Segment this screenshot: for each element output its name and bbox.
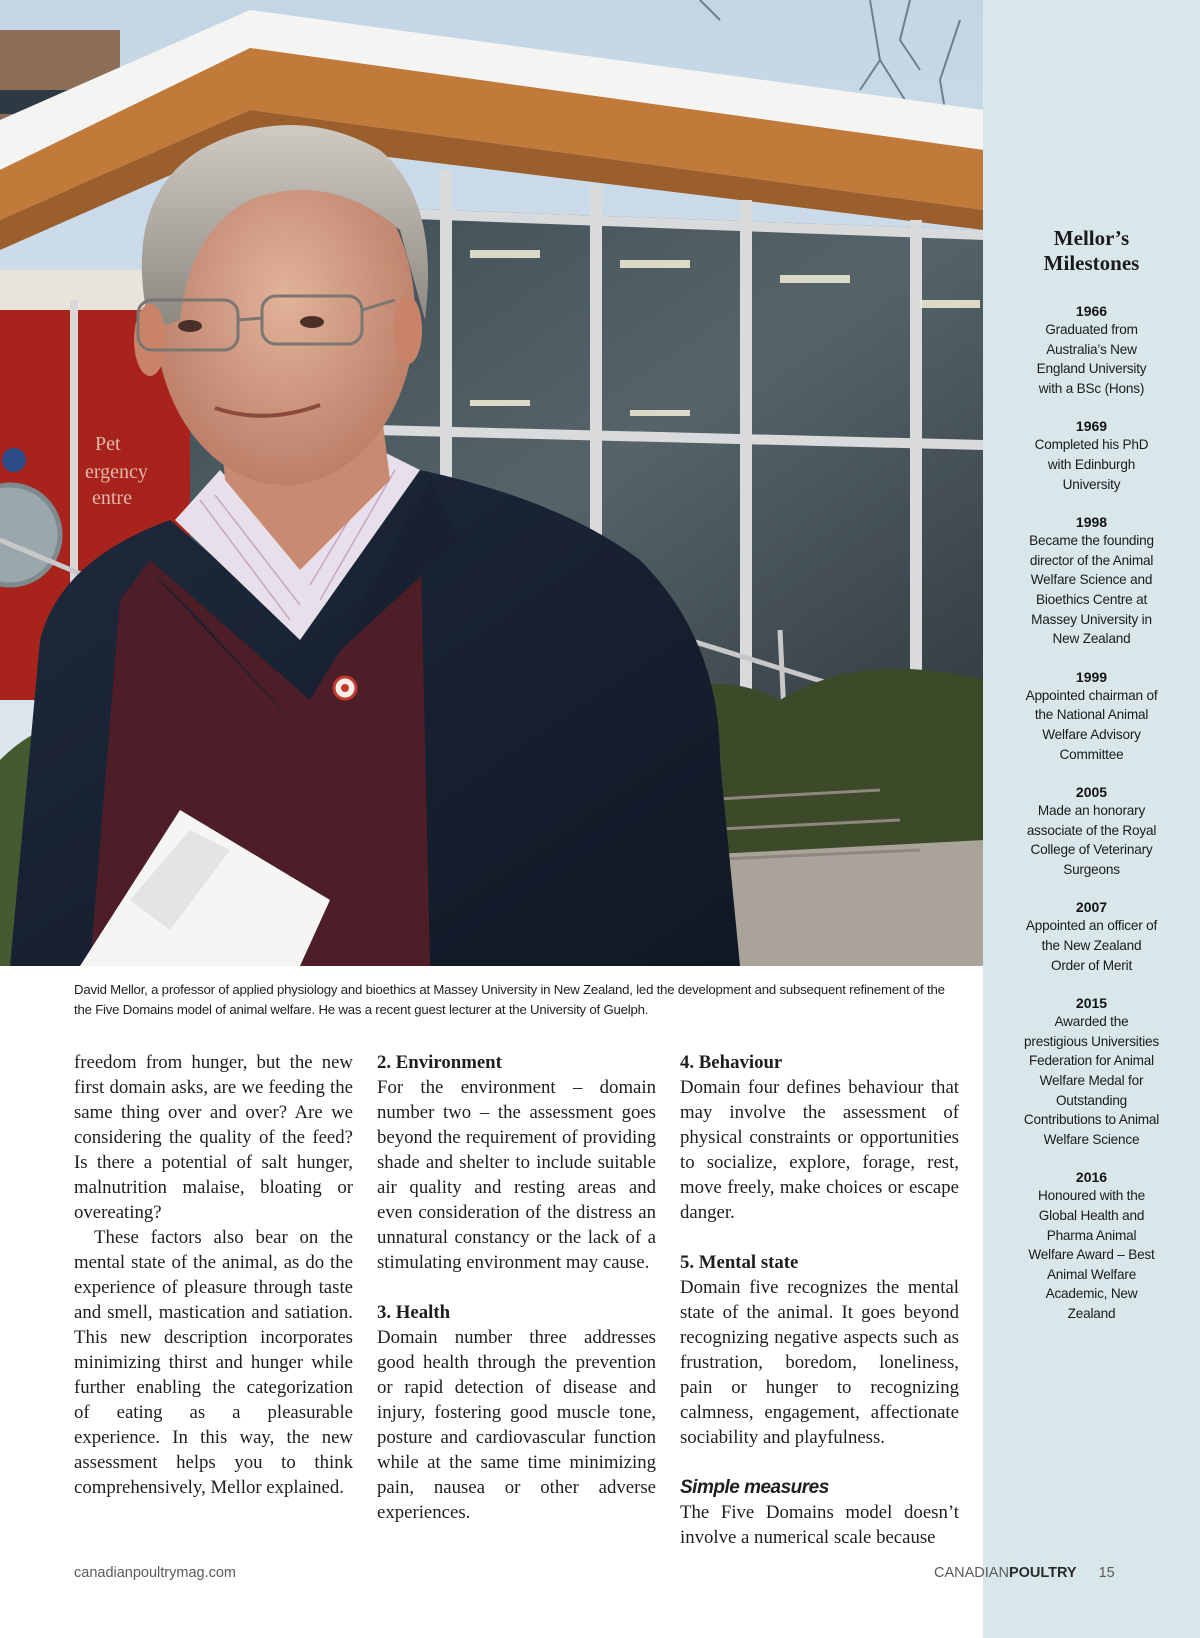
milestone-item [983,994,1200,1149]
milestone-year: 1999 [1075,668,1108,685]
milestone-year: 2005 [1075,784,1108,801]
milestone-list [983,302,1200,1343]
sign-text-3: entre [92,487,132,509]
milestone-item [983,302,1200,398]
milestone-text: Awarded the prestigious Universities Federation for Animal Welfare Medal for Outstanding Contributions to Animal Welfare Science [1023,1014,1160,1147]
section-heading-behaviour: 4. Behaviour [680,1052,783,1073]
milestone-text: Honoured with the Global Health and Pharma Animal Welfare Award – Best Animal Welfare Academic, New Zealand [1028,1188,1155,1321]
article-column-1 [74,1050,353,1500]
milestone-text: Made an honorary associate of the Royal College of Veterinary Surgeons [1026,803,1157,877]
milestone-text: Completed his PhD with Edinburgh University [1034,437,1149,492]
milestone-item [983,668,1200,764]
milestone-year: 1969 [1075,418,1108,435]
sidebar-title-line2: Milestones [1043,251,1140,275]
milestone-item [983,1168,1200,1323]
body-paragraph: Domain number three addresses good health through the prevention or rapid detection of disease and injury, fostering good muscle tone, posture and cardiovascular function while at the same time minimizing pain, nausea or other adverse experiences. [377,1327,656,1523]
feature-photo [0,0,984,966]
milestone-text: Graduated from Australia’s New England University with a BSc (Hons) [1036,322,1147,396]
body-paragraph: Domain five recognizes the mental state of the animal. It goes beyond recognizing negative aspects such as frustration, boredom, loneliness, pain or hunger to recognizing calmness, engagement, affectionate sociability and playfulness. [680,1277,959,1448]
milestone-item [983,417,1200,494]
article-column-2 [377,1050,656,1525]
milestone-year: 1998 [1075,514,1108,531]
section-heading-mental-state: 5. Mental state [680,1252,799,1273]
body-paragraph: These factors also bear on the mental state of the animal, as do the experience of pleasure through taste and smell, mastication and satiation. This new description incorporates minimizing thirst and hunger while further enabling the categorization of eating as a pleasurable experience. In this way, the new assessment helps you to think comprehensively, Mellor explained. [74,1227,353,1498]
subheading-simple-measures: Simple measures [680,1477,829,1498]
milestone-text: Appointed chairman of the National Animal Welfare Advisory Committee [1025,687,1158,762]
milestone-year: 2015 [1075,995,1108,1012]
page-number: 15 [1098,1565,1115,1581]
milestone-text: Appointed an officer of the New Zealand Order of Merit [1025,918,1158,973]
body-paragraph: The Five Domains model doesn’t involve a numerical scale because [680,1502,959,1548]
milestone-item [983,898,1200,975]
milestone-item [983,783,1200,879]
article-column-3 [680,1050,959,1550]
body-paragraph: For the environment – domain number two – the assessment goes beyond the requirement of providing shade and shelter to include suitable air quality and resting areas and even consideration of the distress an unnatural constancy or the lack of a stimulating environment may cause. [377,1077,656,1273]
milestones-sidebar [983,0,1200,1638]
milestone-text: Became the founding director of the Animal Welfare Science and Bioethics Centre at Massey University in New Zealand [1029,533,1154,647]
section-heading-environment: 2. Environment [377,1052,502,1073]
footer-website: canadianpoultrymag.com [74,1565,237,1581]
magazine-name-light: CANADIAN [934,1565,1009,1581]
milestone-year: 1966 [1075,303,1108,319]
section-heading-health: 3. Health [377,1302,451,1323]
milestone-year: 2007 [1075,899,1108,916]
footer-magazine [934,1565,1115,1581]
photo-caption: David Mellor, a professor of applied physiology and bioethics at Massey University in New Zealand, led the development and subsequent refinement of the the Five Domains model of animal welfare. He was a recent guest lecturer at the University of Guelph. [74,982,945,1017]
milestone-item [983,513,1200,649]
sign-text-1: Pet [95,433,121,455]
body-paragraph: freedom from hunger, but the new first domain asks, are we feeding the same thing over and over? Are we considering the quality of the feed? Is there a potential of salt hunger, malnutrition malaise, bloating or overeating? [74,1052,353,1223]
sidebar-title-line1: Mellor’s [1053,226,1130,250]
photo-illustration [0,0,984,966]
sign-text-2: ergency [85,461,148,483]
body-paragraph: Domain four defines behaviour that may involve the assessment of physical constraints or opportunities to socialize, explore, forage, rest, move freely, make choices or escape danger. [680,1077,959,1223]
milestone-year: 2016 [1075,1169,1108,1186]
sidebar-title [983,226,1200,276]
magazine-name-bold: POULTRY [1008,1565,1077,1581]
